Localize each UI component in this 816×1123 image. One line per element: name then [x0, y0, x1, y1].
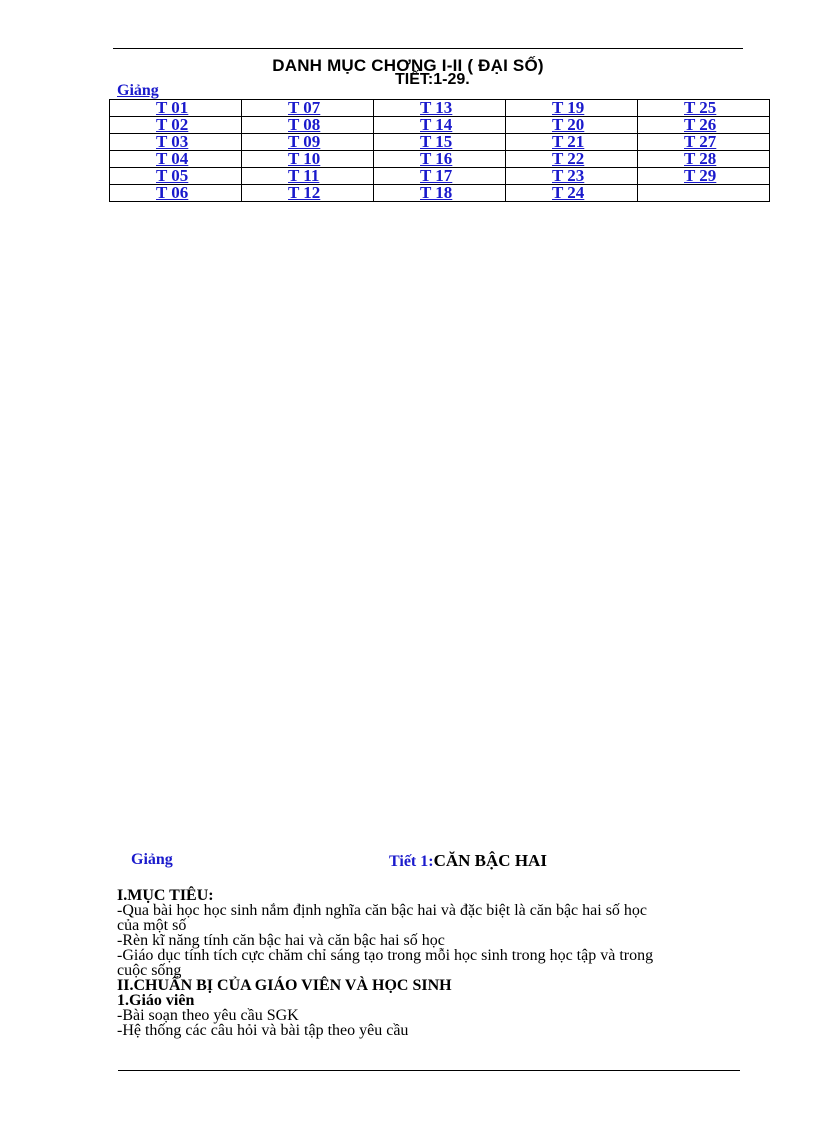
- lesson-link[interactable]: T 29: [638, 168, 770, 185]
- teacher-item: -Hệ thống các câu hỏi và bài tập theo yêu cầu: [117, 1022, 409, 1039]
- giang-label-top: Giảng: [117, 82, 159, 99]
- lesson-link[interactable]: T 14: [374, 117, 506, 134]
- bottom-divider: [118, 1070, 740, 1071]
- lesson-link[interactable]: T 25: [638, 100, 770, 117]
- objective-text: -Qua bài học học sinh nắm định nghĩa căn bậc hai và đặc biệt là căn bậc hai số học: [117, 902, 648, 919]
- section-heading-objectives: I.MỤC TIÊU:: [117, 887, 214, 904]
- lesson-link[interactable]: T 16: [374, 151, 506, 168]
- lesson-link[interactable]: T 23: [506, 168, 638, 185]
- table-row: [110, 151, 770, 168]
- lesson-link[interactable]: T 19: [506, 100, 638, 117]
- objective-text: -Giáo dục tính tích cực chăm chỉ sáng tạo trong mỗi học sinh trong học tập và trong: [117, 947, 654, 964]
- table-row: [110, 168, 770, 185]
- lesson-link[interactable]: T 22: [506, 151, 638, 168]
- lesson-link[interactable]: T 02: [110, 117, 242, 134]
- lesson-link[interactable]: T 09: [242, 134, 374, 151]
- lesson-link[interactable]: T 04: [110, 151, 242, 168]
- table-row: [110, 134, 770, 151]
- lesson-link[interactable]: T 18: [374, 185, 506, 202]
- subsection-heading-teacher: 1.Giáo viên: [117, 992, 195, 1009]
- section-heading-preparation: II.CHUẨN BỊ CỦA GIÁO VIÊN VÀ HỌC SINH: [117, 977, 452, 994]
- empty-cell: [638, 185, 770, 202]
- lesson-heading: [389, 851, 547, 871]
- lesson-link[interactable]: T 27: [638, 134, 770, 151]
- lesson-content: [117, 888, 767, 1038]
- lesson-link[interactable]: T 21: [506, 134, 638, 151]
- giang-label-bottom: Giảng: [131, 851, 173, 868]
- lesson-link[interactable]: T 17: [374, 168, 506, 185]
- lesson-link[interactable]: T 05: [110, 168, 242, 185]
- top-divider: [113, 48, 743, 49]
- lesson-link[interactable]: T 24: [506, 185, 638, 202]
- lesson-link[interactable]: T 06: [110, 185, 242, 202]
- lesson-number-label: Tiết 1:: [389, 853, 434, 870]
- lessons-table: [109, 99, 770, 202]
- teacher-item: -Bài soạn theo yêu cầu SGK: [117, 1007, 299, 1024]
- table-row: [110, 117, 770, 134]
- page-subtitle: TIẾT:1-29.: [395, 71, 470, 88]
- lesson-link[interactable]: T 03: [110, 134, 242, 151]
- objective-text: của một số: [117, 917, 187, 934]
- lesson-link[interactable]: T 08: [242, 117, 374, 134]
- lesson-title: CĂN BẬC HAI: [433, 851, 547, 870]
- page-title: DANH MỤC CHƠNG I-II ( ĐẠI SỐ): [272, 56, 544, 75]
- table-row: [110, 185, 770, 202]
- lesson-link[interactable]: T 15: [374, 134, 506, 151]
- lesson-link[interactable]: T 20: [506, 117, 638, 134]
- table-row: [110, 100, 770, 117]
- lesson-link[interactable]: T 11: [242, 168, 374, 185]
- lesson-link[interactable]: T 01: [110, 100, 242, 117]
- lesson-link[interactable]: T 28: [638, 151, 770, 168]
- lesson-link[interactable]: T 07: [242, 100, 374, 117]
- lesson-link[interactable]: T 12: [242, 185, 374, 202]
- lesson-link[interactable]: T 13: [374, 100, 506, 117]
- objective-text: cuộc sống: [117, 962, 182, 979]
- objective-text: -Rèn kĩ năng tính căn bậc hai và căn bậc hai số học: [117, 932, 445, 949]
- lesson-link[interactable]: T 10: [242, 151, 374, 168]
- lesson-link[interactable]: T 26: [638, 117, 770, 134]
